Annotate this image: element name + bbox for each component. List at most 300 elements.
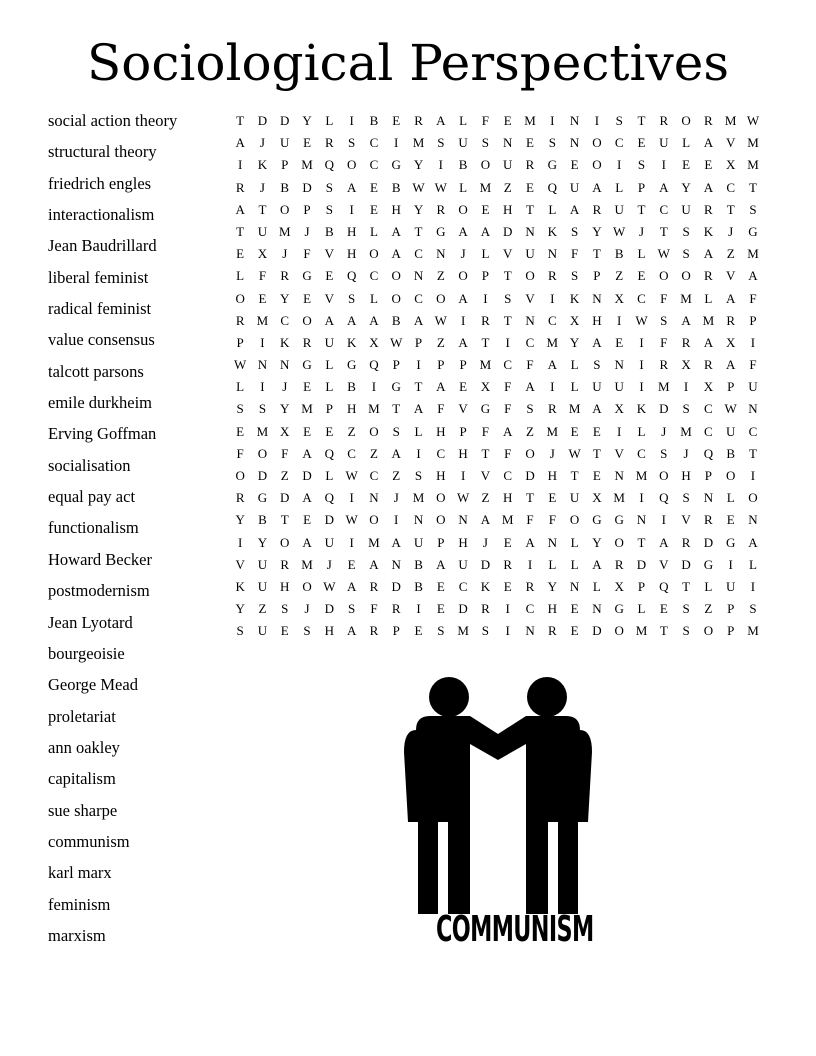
grid-letter: E xyxy=(704,157,713,173)
word-list-item: proletariat xyxy=(48,706,116,726)
grid-letter: V xyxy=(725,268,736,284)
grid-letter: I xyxy=(416,357,421,373)
word-list-item: Jean Lyotard xyxy=(48,612,133,632)
letter-grid xyxy=(229,111,764,644)
grid-letter: X xyxy=(725,157,736,173)
grid-letter: E xyxy=(436,578,445,594)
grid-letter: C xyxy=(748,423,758,439)
word-list-item: socialisation xyxy=(48,455,131,475)
grid-letter: M xyxy=(479,357,492,373)
grid-letter: P xyxy=(459,357,467,373)
grid-letter: L xyxy=(637,246,646,262)
grid-letter: A xyxy=(346,578,357,594)
grid-letter: I xyxy=(661,157,666,173)
grid-letter: T xyxy=(481,334,490,350)
grid-letter: Y xyxy=(413,201,424,217)
grid-letter: C xyxy=(614,135,624,151)
grid-letter: J xyxy=(661,423,667,439)
grid-letter: C xyxy=(369,268,379,284)
grid-letter: A xyxy=(703,135,714,151)
grid-letter: D xyxy=(636,556,647,572)
grid-letter: L xyxy=(570,357,579,373)
grid-letter: L xyxy=(325,357,334,373)
grid-letter: X xyxy=(614,401,624,417)
grid-letter: M xyxy=(747,246,759,262)
grid-letter: T xyxy=(236,113,245,128)
grid-letter: Q xyxy=(324,445,335,461)
grid-letter: W xyxy=(657,246,670,262)
grid-letter: Q xyxy=(324,157,335,173)
grid-letter: O xyxy=(369,423,379,439)
grid-letter: W xyxy=(390,334,403,350)
grid-letter: P xyxy=(392,623,400,639)
grid-letter: I xyxy=(394,135,399,151)
grid-letter: A xyxy=(703,246,714,262)
grid-letter: H xyxy=(458,534,468,550)
grid-letter: J xyxy=(259,135,265,151)
grid-letter: S xyxy=(414,468,423,483)
grid-letter: O xyxy=(458,268,468,284)
grid-letter: I xyxy=(438,157,443,173)
grid-letter: Y xyxy=(280,401,290,417)
word-list-item: bourgeoisie xyxy=(48,643,125,663)
grid-letter: R xyxy=(481,312,490,328)
grid-letter: T xyxy=(414,223,423,239)
grid-letter: G xyxy=(592,512,602,528)
grid-letter: L xyxy=(637,601,646,617)
grid-letter: A xyxy=(324,312,335,328)
grid-letter: F xyxy=(526,512,534,528)
grid-letter: I xyxy=(550,113,555,128)
grid-letter: P xyxy=(704,468,712,483)
grid-letter: Q xyxy=(547,179,557,195)
grid-letter: S xyxy=(637,157,646,173)
grid-letter: H xyxy=(436,423,446,439)
grid-letter: C xyxy=(525,601,535,617)
grid-letter: C xyxy=(369,135,379,151)
grid-letter: G xyxy=(703,556,714,572)
grid-letter: R xyxy=(704,113,713,128)
grid-letter: C xyxy=(414,246,423,262)
grid-letter: U xyxy=(614,201,624,217)
grid-letter: R xyxy=(547,623,557,639)
grid-letter: A xyxy=(592,179,602,195)
grid-letter: G xyxy=(302,357,312,373)
grid-letter: G xyxy=(391,157,401,173)
grid-letter: G xyxy=(436,223,446,239)
grid-letter: B xyxy=(391,179,401,195)
grid-letter: E xyxy=(303,512,312,528)
grid-letter: O xyxy=(748,490,758,506)
grid-letter: Y xyxy=(569,334,580,350)
grid-letter: A xyxy=(391,534,401,550)
grid-letter: O xyxy=(659,268,669,284)
grid-letter: O xyxy=(703,623,714,639)
grid-letter: Y xyxy=(280,290,290,306)
grid-letter: L xyxy=(325,468,334,483)
grid-letter: E xyxy=(459,379,468,395)
grid-letter: A xyxy=(480,512,491,528)
word-list-item: sue sharpe xyxy=(48,800,118,820)
grid-letter: S xyxy=(481,135,490,151)
grid-letter: M xyxy=(568,401,581,417)
grid-letter: E xyxy=(369,179,378,195)
grid-letter: T xyxy=(637,113,646,128)
grid-letter: P xyxy=(414,334,423,350)
word-list-item: liberal feminist xyxy=(48,267,149,287)
grid-letter: D xyxy=(302,468,312,483)
grid-letter: S xyxy=(682,490,690,506)
grid-letter: U xyxy=(324,334,335,350)
grid-letter: S xyxy=(281,601,289,617)
word-list xyxy=(48,110,228,956)
grid-letter: I xyxy=(349,113,354,128)
grid-letter: Q xyxy=(324,490,335,506)
grid-letter: E xyxy=(369,201,378,217)
grid-letter: F xyxy=(437,401,445,417)
grid-letter: R xyxy=(547,401,557,417)
grid-letter: U xyxy=(458,556,468,572)
grid-letter: L xyxy=(570,379,579,395)
grid-letter: U xyxy=(525,246,535,262)
grid-letter: Z xyxy=(526,423,534,439)
grid-letter: C xyxy=(369,468,379,483)
grid-letter: E xyxy=(280,623,289,639)
grid-letter: E xyxy=(526,135,534,151)
grid-letter: R xyxy=(280,268,290,284)
grid-letter: A xyxy=(592,401,602,417)
grid-letter: A xyxy=(458,334,468,350)
grid-letter: V xyxy=(324,246,335,262)
grid-letter: H xyxy=(391,201,401,217)
grid-letter: N xyxy=(257,357,268,373)
grid-letter: Q xyxy=(346,268,357,284)
grid-letter: L xyxy=(749,556,757,572)
grid-letter: N xyxy=(413,268,424,284)
grid-letter: I xyxy=(639,490,644,506)
grid-letter: Z xyxy=(436,334,445,350)
grid-letter: R xyxy=(726,312,736,328)
grid-letter: J xyxy=(482,534,488,550)
grid-letter: S xyxy=(325,201,333,217)
grid-letter: W xyxy=(724,401,737,417)
grid-letter: O xyxy=(257,445,268,461)
grid-letter: A xyxy=(391,223,401,239)
grid-letter: F xyxy=(281,445,289,461)
grid-letter: Y xyxy=(592,534,602,550)
grid-letter: S xyxy=(682,401,690,417)
grid-letter: W xyxy=(234,357,247,373)
grid-letter: M xyxy=(635,623,648,639)
grid-letter: R xyxy=(659,357,669,373)
grid-letter: Y xyxy=(257,534,268,550)
grid-letter: E xyxy=(503,578,512,594)
grid-letter: E xyxy=(347,556,356,572)
grid-letter: I xyxy=(371,379,377,395)
word-list-item: value consensus xyxy=(48,330,155,350)
grid-letter: L xyxy=(637,423,646,439)
grid-letter: I xyxy=(750,468,756,483)
grid-letter: B xyxy=(258,512,267,528)
grid-letter: C xyxy=(414,290,423,306)
grid-letter: N xyxy=(636,512,647,528)
grid-letter: B xyxy=(614,246,624,262)
word-list-item: equal pay act xyxy=(48,487,136,507)
grid-letter: K xyxy=(480,578,491,594)
grid-letter: G xyxy=(391,379,401,395)
grid-letter: E xyxy=(592,468,601,483)
grid-letter: S xyxy=(548,135,556,151)
grid-letter: X xyxy=(480,379,491,395)
grid-letter: B xyxy=(726,445,736,461)
grid-letter: E xyxy=(570,601,579,617)
grid-letter: V xyxy=(659,556,669,572)
grid-letter: P xyxy=(281,157,289,173)
grid-letter: H xyxy=(458,445,468,461)
grid-letter: L xyxy=(369,223,378,239)
grid-letter: X xyxy=(592,490,602,506)
grid-letter: F xyxy=(504,445,512,461)
grid-letter: T xyxy=(726,201,735,217)
grid-letter: I xyxy=(237,157,243,173)
grid-letter: W xyxy=(434,312,447,328)
grid-letter: S xyxy=(682,246,690,262)
grid-letter: I xyxy=(349,534,354,550)
grid-letter: F xyxy=(303,246,311,262)
grid-letter: H xyxy=(324,623,335,639)
grid-letter: D xyxy=(525,468,535,483)
grid-letter: I xyxy=(260,379,265,395)
word-list-item: karl marx xyxy=(48,863,112,883)
grid-letter: T xyxy=(637,201,646,217)
grid-letter: Z xyxy=(503,179,512,195)
grid-letter: C xyxy=(503,357,513,373)
grid-letter: U xyxy=(748,379,758,395)
grid-letter: Z xyxy=(280,468,289,483)
grid-letter: U xyxy=(324,534,335,550)
grid-letter: R xyxy=(681,534,691,550)
word-list-item: radical feminist xyxy=(48,299,152,319)
grid-letter: S xyxy=(660,445,668,461)
grid-letter: E xyxy=(258,290,267,306)
grid-letter: S xyxy=(258,401,267,417)
grid-letter: R xyxy=(704,357,713,373)
grid-letter: J xyxy=(683,445,689,461)
grid-letter: E xyxy=(503,534,512,550)
grid-letter: D xyxy=(324,512,335,528)
grid-letter: Y xyxy=(547,578,557,594)
grid-letter: A xyxy=(436,113,446,128)
grid-letter: L xyxy=(548,556,557,572)
grid-letter: E xyxy=(637,135,646,151)
grid-letter: M xyxy=(546,334,559,350)
grid-letter: E xyxy=(570,157,579,173)
grid-letter: P xyxy=(593,268,601,284)
grid-letter: R xyxy=(391,601,401,617)
word-list-item: ann oakley xyxy=(48,737,120,757)
grid-letter: T xyxy=(503,268,512,284)
grid-letter: I xyxy=(594,113,600,128)
grid-letter: O xyxy=(480,157,491,173)
word-list-item: Howard Becker xyxy=(48,549,152,569)
grid-letter: U xyxy=(503,157,513,173)
grid-letter: Z xyxy=(347,423,356,439)
grid-letter: L xyxy=(704,578,713,594)
grid-letter: V xyxy=(503,246,513,262)
grid-letter: B xyxy=(458,157,468,173)
grid-letter: S xyxy=(303,623,311,639)
grid-letter: V xyxy=(480,468,491,483)
grid-letter: I xyxy=(349,201,354,217)
grid-letter: W xyxy=(635,312,648,328)
grid-letter: J xyxy=(282,246,288,262)
grid-letter: F xyxy=(570,246,579,262)
grid-letter: N xyxy=(391,556,401,572)
grid-letter: N xyxy=(614,468,624,483)
grid-letter: O xyxy=(592,135,602,151)
grid-letter: V xyxy=(324,290,335,306)
grid-letter: K xyxy=(547,223,557,239)
grid-letter: E xyxy=(436,601,445,617)
grid-letter: L xyxy=(682,135,691,151)
grid-letter: D xyxy=(681,556,691,572)
grid-letter: O xyxy=(525,445,535,461)
grid-letter: X xyxy=(703,379,714,395)
grid-letter: Z xyxy=(392,468,401,483)
grid-letter: C xyxy=(704,423,713,439)
grid-letter: O xyxy=(369,246,379,262)
grid-letter: P xyxy=(459,423,467,439)
grid-letter: G xyxy=(614,601,624,617)
grid-letter: R xyxy=(235,312,245,328)
grid-letter: A xyxy=(525,379,535,395)
grid-letter: O xyxy=(681,113,691,128)
grid-letter: M xyxy=(747,135,759,151)
grid-letter: V xyxy=(614,445,624,461)
grid-letter: S xyxy=(325,179,333,195)
grid-letter: L xyxy=(236,379,245,395)
page-title: Sociological Perspectives xyxy=(87,34,729,92)
grid-letter: L xyxy=(369,290,378,306)
grid-letter: S xyxy=(570,268,579,284)
grid-letter: H xyxy=(346,401,357,417)
grid-letter: R xyxy=(525,157,535,173)
grid-letter: I xyxy=(505,601,510,617)
grid-letter: M xyxy=(501,512,514,528)
grid-letter: W xyxy=(568,445,581,461)
grid-letter: A xyxy=(458,290,468,306)
grid-letter: A xyxy=(547,357,557,373)
grid-letter: M xyxy=(635,468,648,483)
grid-letter: I xyxy=(617,312,622,328)
grid-letter: U xyxy=(257,623,268,639)
word-list-item: talcott parsons xyxy=(48,361,144,381)
grid-letter: S xyxy=(682,601,690,617)
grid-letter: S xyxy=(437,135,445,151)
grid-letter: D xyxy=(302,179,312,195)
word-list-item: feminism xyxy=(48,894,111,914)
word-list-item: functionalism xyxy=(48,518,139,538)
grid-letter: D xyxy=(592,623,602,639)
grid-letter: A xyxy=(346,312,357,328)
grid-letter: I xyxy=(683,379,689,395)
grid-letter: U xyxy=(681,201,691,217)
grid-letter: J xyxy=(259,179,265,195)
grid-letter: K xyxy=(569,290,580,306)
word-list-item: interactionalism xyxy=(48,205,155,225)
grid-letter: B xyxy=(280,179,290,195)
grid-letter: S xyxy=(615,113,623,128)
grid-letter: Q xyxy=(659,490,669,506)
grid-letter: O xyxy=(436,290,446,306)
grid-letter: H xyxy=(547,601,557,617)
grid-letter: U xyxy=(569,490,580,506)
grid-letter: M xyxy=(479,179,492,195)
grid-letter: X xyxy=(280,423,290,439)
grid-letter: H xyxy=(681,468,691,483)
grid-letter: N xyxy=(569,578,580,594)
grid-letter: G xyxy=(257,490,268,506)
grid-letter: E xyxy=(726,512,735,528)
grid-letter: T xyxy=(280,512,289,528)
grid-letter: N xyxy=(525,312,535,328)
grid-letter: P xyxy=(749,312,757,328)
grid-letter: I xyxy=(416,601,421,617)
grid-letter: T xyxy=(481,445,490,461)
grid-letter: N xyxy=(525,623,535,639)
grid-letter: S xyxy=(481,623,490,639)
grid-letter: V xyxy=(681,512,691,528)
grid-letter: R xyxy=(592,201,602,217)
grid-letter: J xyxy=(326,556,332,572)
grid-letter: R xyxy=(369,578,379,594)
grid-letter: O xyxy=(681,268,691,284)
grid-letter: T xyxy=(570,468,579,483)
grid-letter: M xyxy=(301,556,313,572)
grid-letter: P xyxy=(392,357,400,373)
grid-letter: K xyxy=(257,157,268,173)
grid-letter: A xyxy=(302,490,312,506)
grid-letter: Y xyxy=(302,113,312,128)
grid-letter: W xyxy=(323,578,336,594)
grid-letter: M xyxy=(680,423,692,439)
grid-letter: W xyxy=(412,179,425,195)
grid-letter: Z xyxy=(258,601,267,617)
grid-letter: N xyxy=(614,357,624,373)
grid-letter: C xyxy=(458,578,468,594)
grid-letter: M xyxy=(546,423,559,439)
grid-letter: I xyxy=(416,445,421,461)
grid-letter: Y xyxy=(592,223,602,239)
grid-letter: J xyxy=(638,223,645,239)
grid-letter: D xyxy=(280,490,290,506)
grid-letter: H xyxy=(503,490,513,506)
grid-letter: E xyxy=(682,157,691,173)
grid-letter: R xyxy=(325,135,334,151)
grid-letter: A xyxy=(480,223,491,239)
grid-letter: A xyxy=(413,312,424,328)
grid-letter: D xyxy=(659,401,669,417)
grid-letter: R xyxy=(235,179,245,195)
grid-letter: X xyxy=(614,578,624,594)
grid-letter: O xyxy=(280,534,290,550)
grid-letter: T xyxy=(503,312,512,328)
grid-letter: I xyxy=(639,334,644,350)
grid-letter: R xyxy=(369,623,379,639)
grid-letter: W xyxy=(456,490,470,506)
grid-letter: T xyxy=(682,578,691,594)
grid-letter: F xyxy=(370,601,378,617)
